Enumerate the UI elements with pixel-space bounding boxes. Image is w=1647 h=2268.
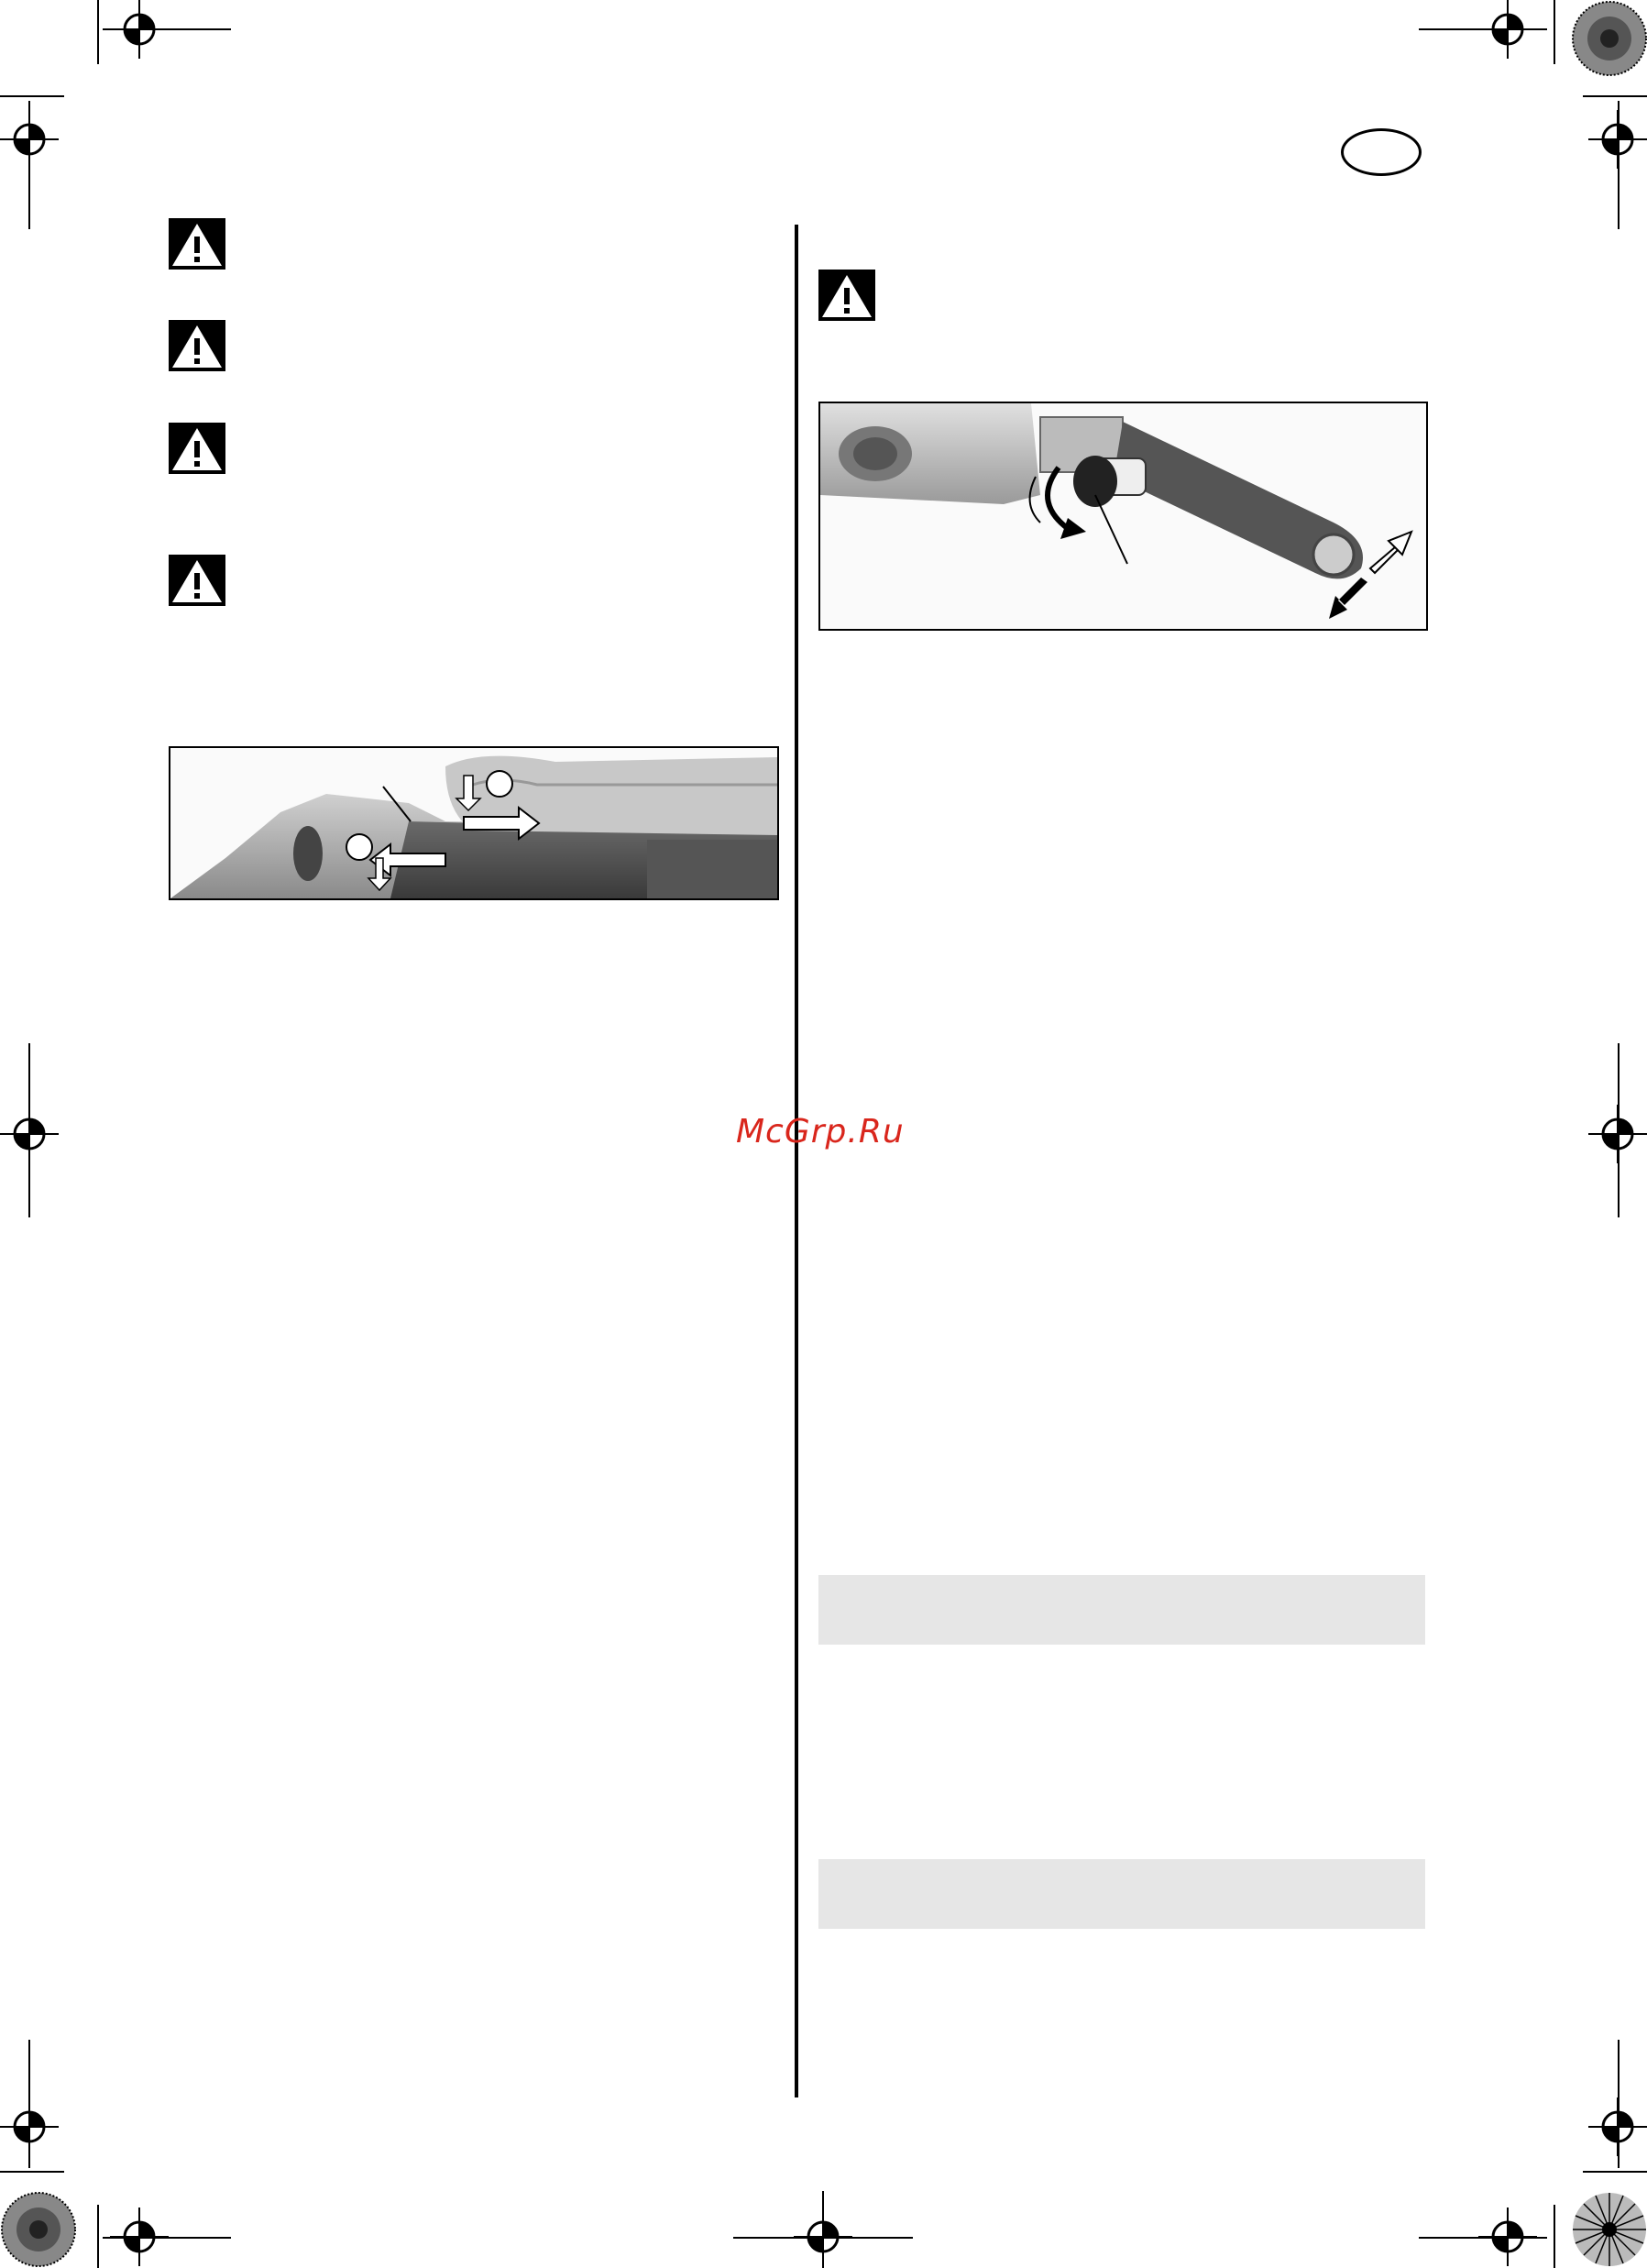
print-rosette-icon xyxy=(1571,2191,1647,2268)
shaded-note-panel xyxy=(818,1575,1425,1645)
warning-triangle-icon xyxy=(169,320,225,371)
figure-grinder-lock-release xyxy=(169,746,779,900)
warning-triangle-icon xyxy=(169,423,225,474)
column-divider xyxy=(795,225,798,2097)
watermark-text: McGrp.Ru xyxy=(736,1113,905,1151)
print-rosette-icon xyxy=(0,2191,77,2268)
shaded-note-panel xyxy=(818,1859,1425,1929)
belt-sander-photo xyxy=(820,403,1426,629)
language-badge xyxy=(1341,128,1422,176)
print-rosette-icon xyxy=(1571,0,1647,77)
grinder-photo xyxy=(170,748,777,898)
warning-triangle-icon xyxy=(818,270,875,321)
figure-belt-tension-knob xyxy=(818,402,1428,631)
warning-triangle-icon xyxy=(169,555,225,606)
warning-triangle-icon xyxy=(169,218,225,270)
